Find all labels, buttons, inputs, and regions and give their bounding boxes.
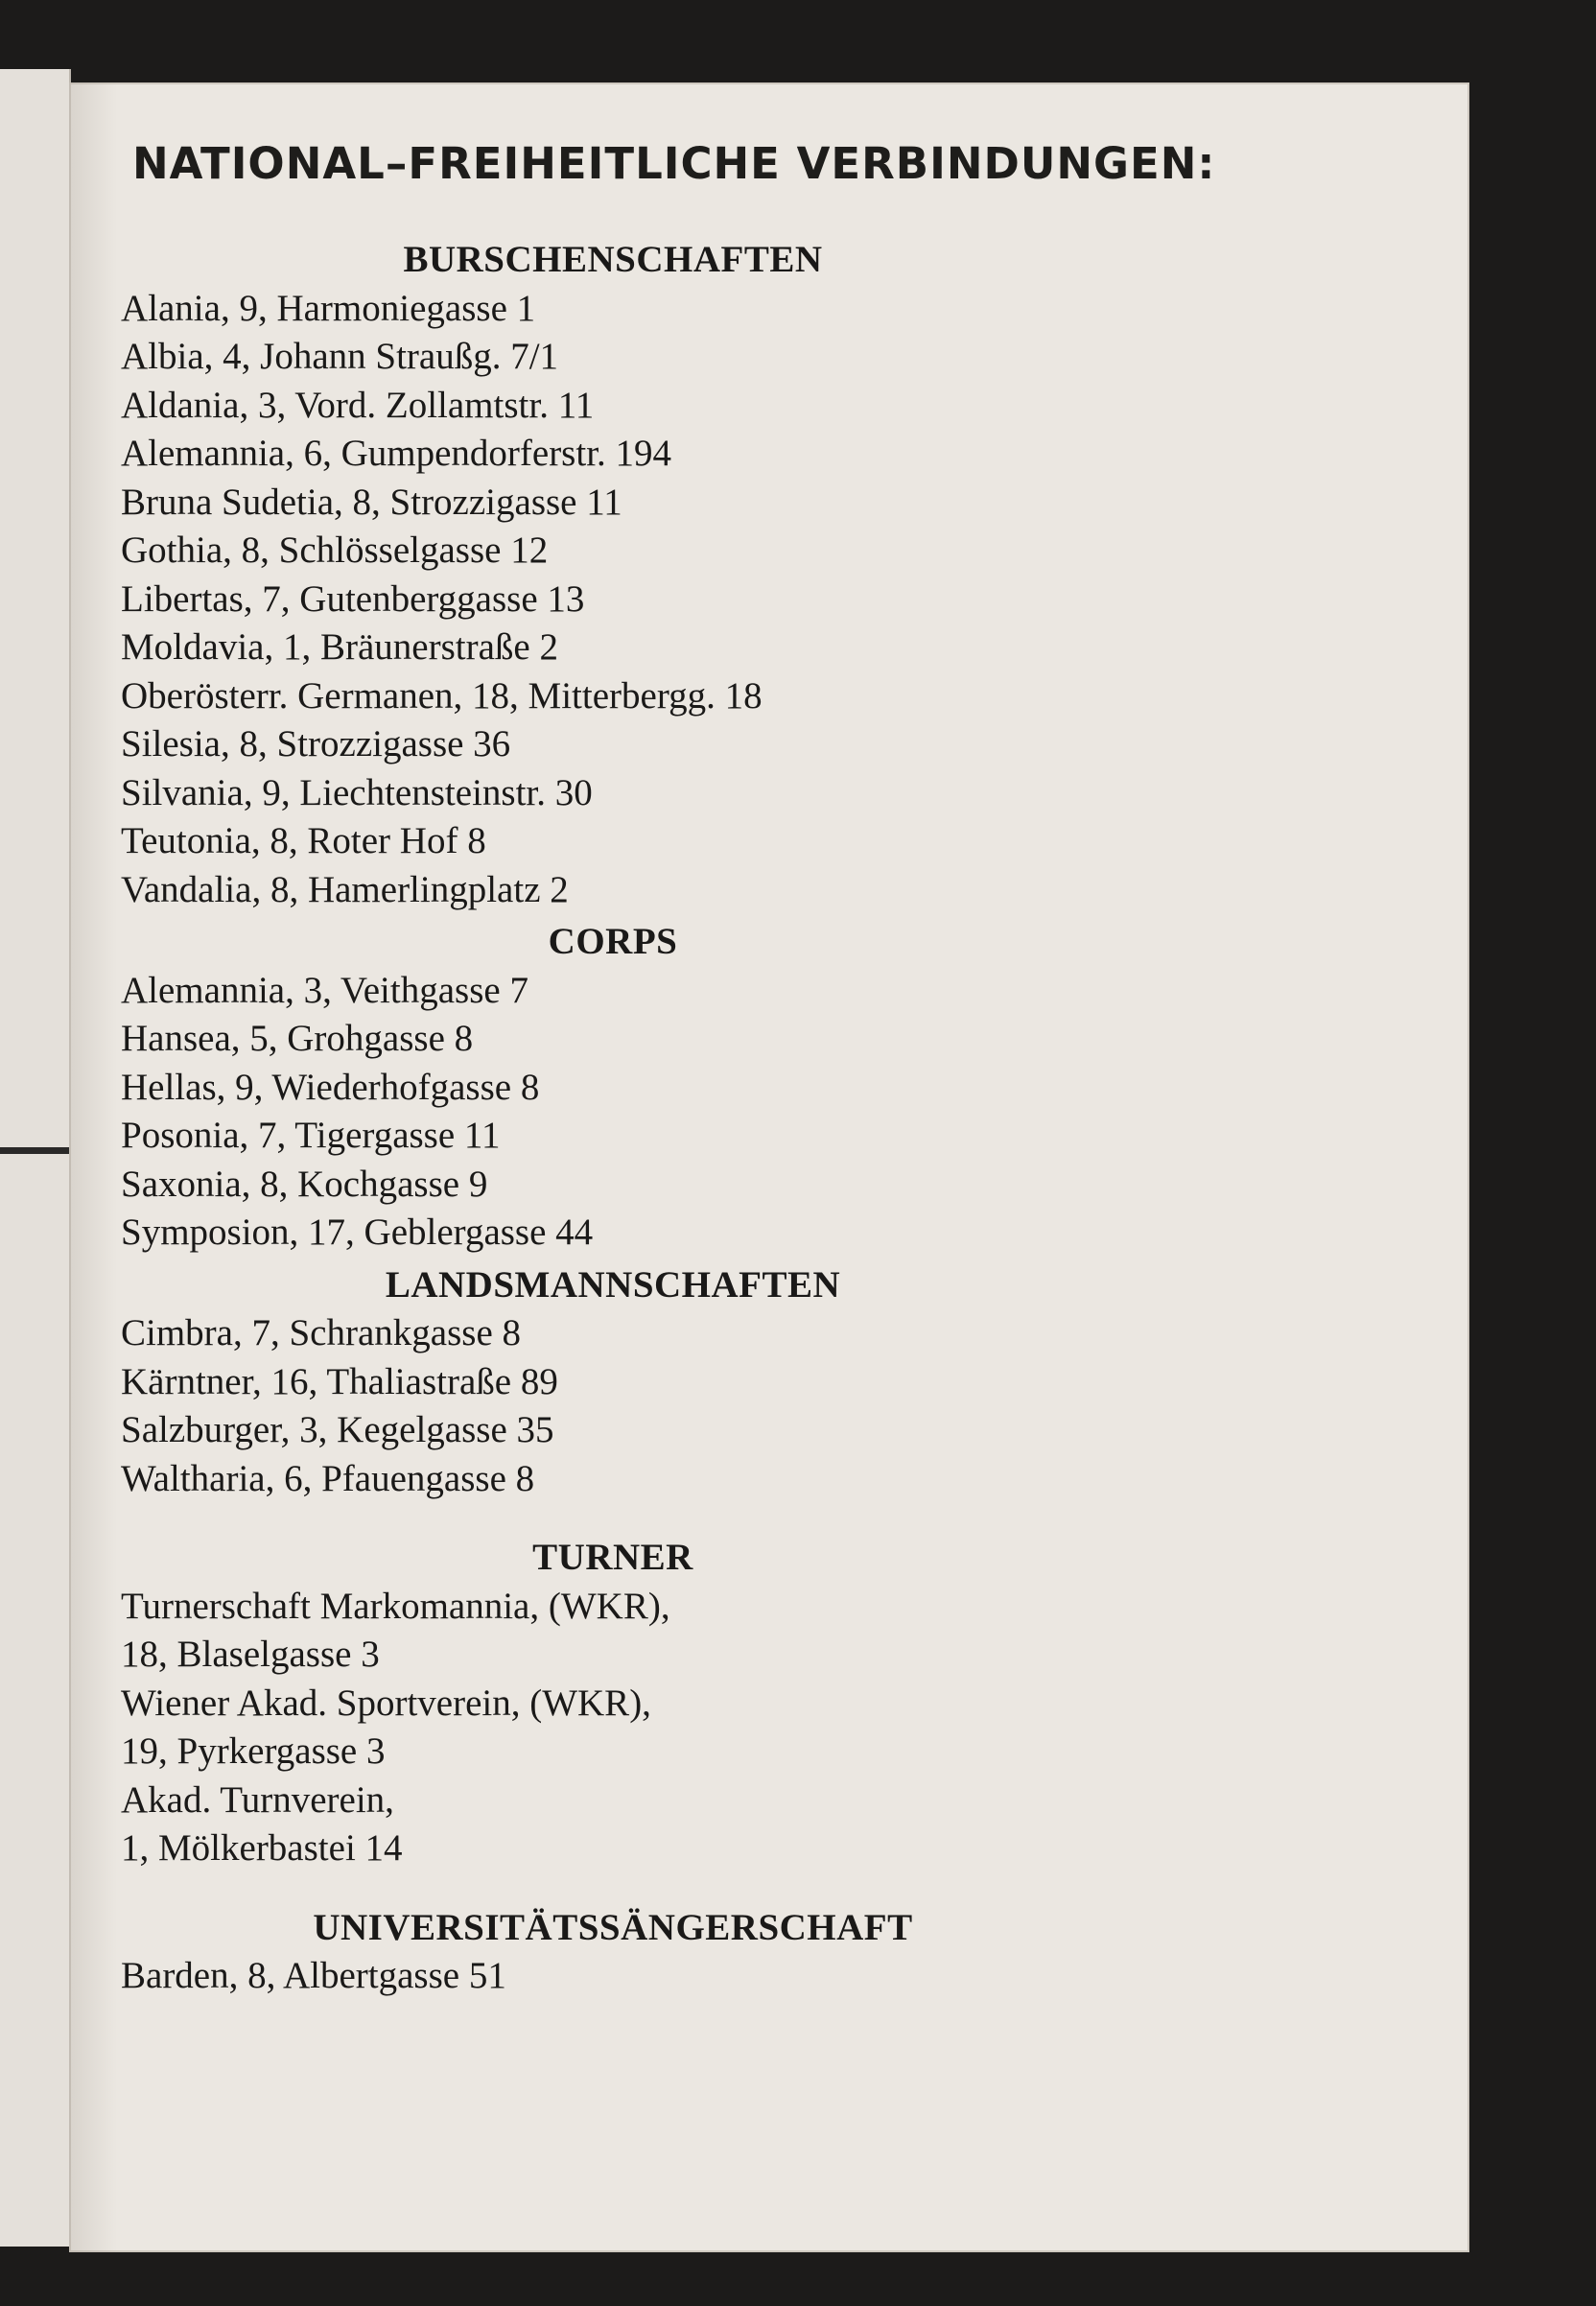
section-title: LANDSMANNSCHAFTEN [385, 1263, 841, 1306]
list-item: 19, Pyrkergasse 3 [121, 1730, 386, 1772]
section-title: CORPS [548, 921, 678, 962]
fraternity-list [121, 236, 1042, 2001]
section-title: BURSCHENSCHAFTEN [403, 239, 823, 280]
list-item: Salzburger, 3, Kegelgasse 35 [121, 1409, 554, 1450]
list-item: Gothia, 8, Schlösselgasse 12 [121, 529, 549, 571]
section-gap [121, 1873, 1042, 1904]
list-item: Libertas, 7, Gutenberggasse 13 [121, 577, 585, 620]
list-item: Silesia, 8, Strozzigasse 36 [121, 723, 511, 765]
list-item: Vandalia, 8, Hamerlingplatz 2 [121, 868, 569, 910]
binding-mark [0, 1147, 75, 1154]
list-item: Albia, 4, Johann Straußg. 7/1 [121, 336, 559, 377]
section-burschenschaften [121, 236, 1042, 914]
list-item: Aldania, 3, Vord. Zollamtstr. 11 [121, 384, 595, 426]
list-item: Akad. Turnverein, [121, 1778, 394, 1821]
list-item: Silvania, 9, Liechtensteinstr. 30 [121, 771, 593, 813]
list-item: Hellas, 9, Wiederhofgasse 8 [121, 1066, 540, 1108]
list-item: Posonia, 7, Tigergasse 11 [121, 1115, 501, 1156]
section-corps [121, 918, 1042, 1258]
list-item: Kärntner, 16, Thaliastraße 89 [121, 1360, 558, 1402]
list-item: 1, Mölkerbastei 14 [121, 1827, 403, 1869]
page-heading: NATIONAL–FREIHEITLICHE VERBINDUNGEN: [132, 138, 1216, 189]
list-item: Saxonia, 8, Kochgasse 9 [121, 1163, 488, 1205]
section-title: TURNER [532, 1537, 693, 1578]
list-item: Alemannia, 3, Veithgasse 7 [121, 969, 528, 1011]
list-item: Hansea, 5, Grohgasse 8 [121, 1018, 474, 1059]
list-item: Wiener Akad. Sportverein, (WKR), [121, 1682, 651, 1724]
section-title: UNIVERSITÄTSSÄNGERSCHAFT [313, 1906, 913, 1948]
list-item: Cimbra, 7, Schrankgasse 8 [121, 1312, 522, 1353]
section-landsmannschaften [121, 1261, 1042, 1504]
list-item: Alemannia, 6, Gumpendorferstr. 194 [121, 433, 672, 474]
list-item: Waltharia, 6, Pfauengasse 8 [121, 1457, 535, 1499]
booklet-page [69, 82, 1469, 2252]
list-item: Symposion, 17, Geblergasse 44 [121, 1212, 594, 1253]
list-item: Alania, 9, Harmoniegasse 1 [121, 287, 536, 329]
list-item: Turnerschaft Markomannia, (WKR), [121, 1585, 670, 1627]
list-item: Moldavia, 1, Bräunerstraße 2 [121, 626, 558, 668]
list-item: Oberösterr. Germanen, 18, Mitterbergg. 18 [121, 674, 763, 717]
list-item: Bruna Sudetia, 8, Strozzigasse 11 [121, 481, 622, 523]
section-gap [121, 1503, 1042, 1534]
section-turner [121, 1534, 1042, 1873]
list-item: Teutonia, 8, Roter Hof 8 [121, 820, 486, 861]
section-universitaetssaengerschaft [121, 1904, 1042, 2001]
facing-page-edge [0, 69, 71, 2247]
list-item: 18, Blaselgasse 3 [121, 1634, 380, 1675]
list-item: Barden, 8, Albertgasse 51 [121, 1955, 506, 1996]
